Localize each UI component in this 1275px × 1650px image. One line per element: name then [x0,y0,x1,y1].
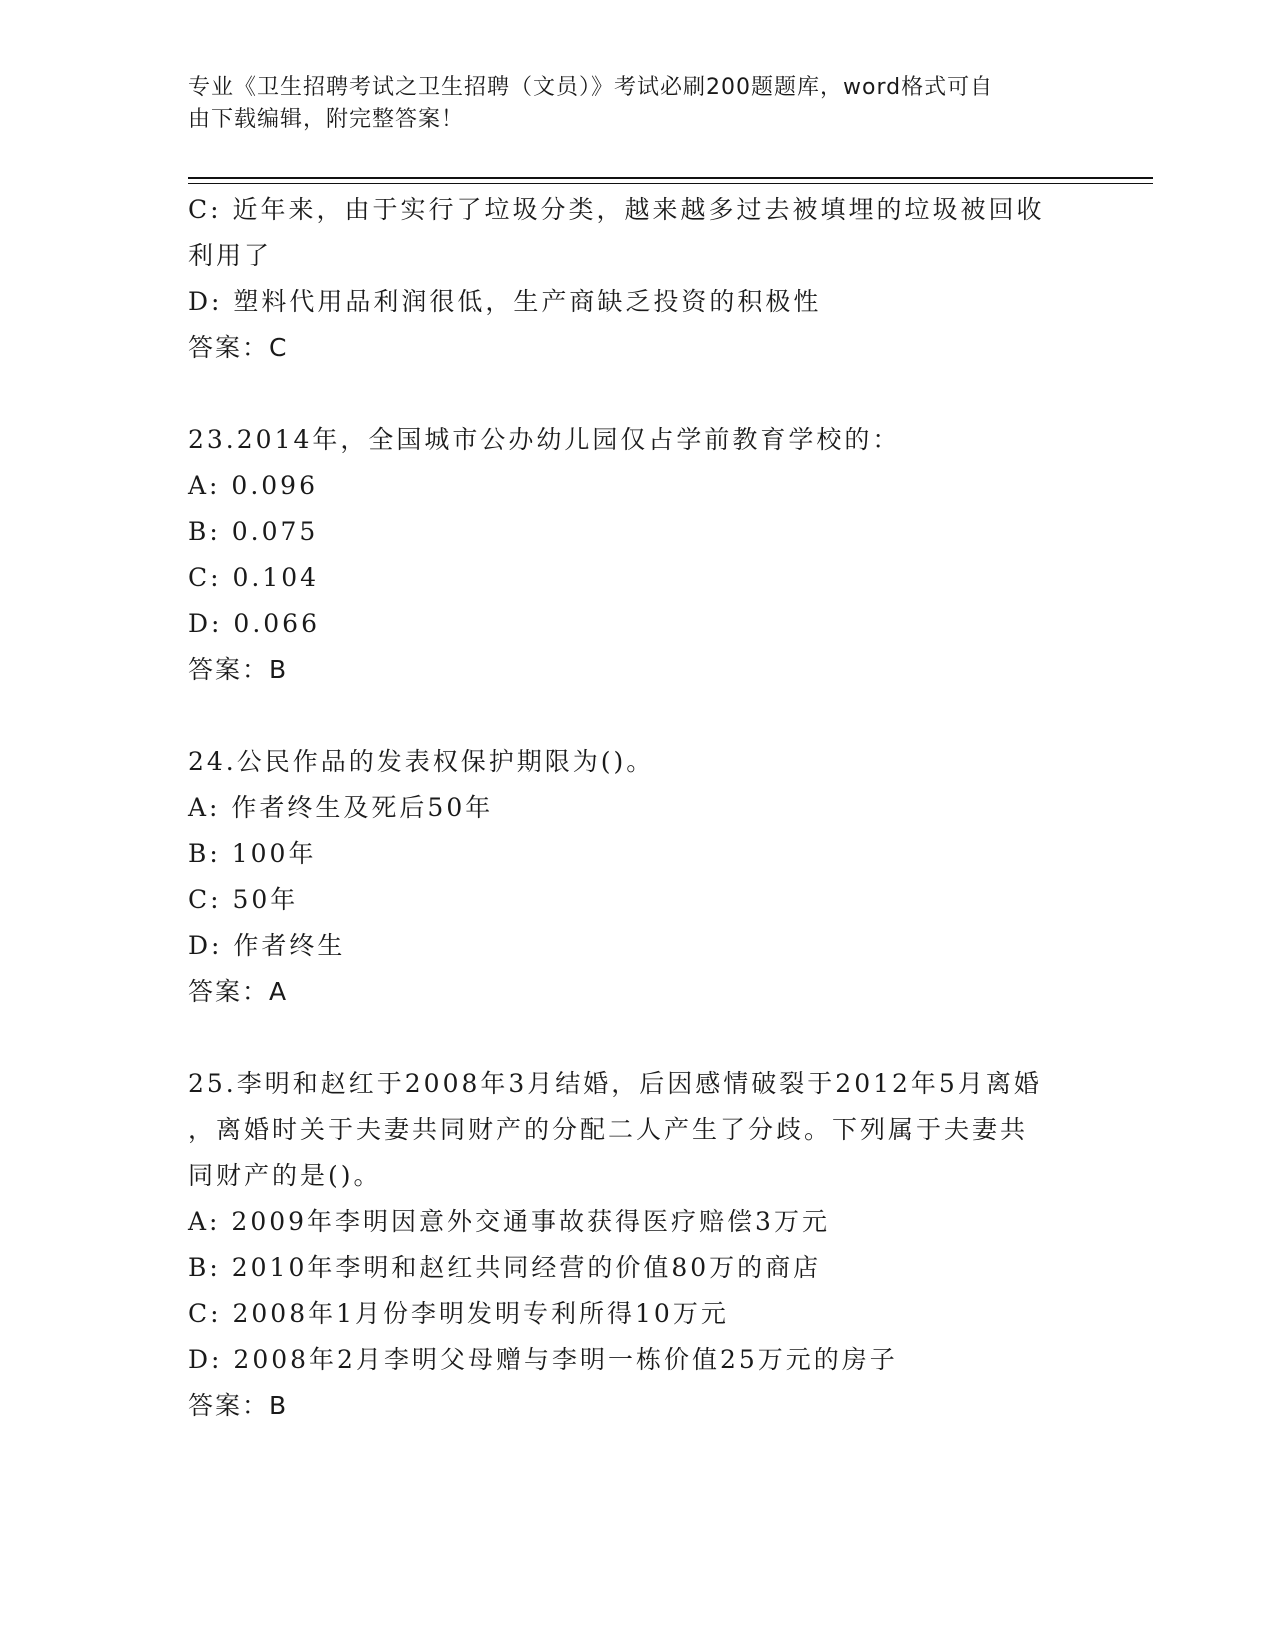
q25-question-line-1: 25.李明和赵红于2008年3月结婚，后因感情破裂于2012年5月离婚 [188,1069,1042,1098]
q25-option-b: B: 2010年李明和赵红共同经营的价值80万的商店 [188,1253,822,1282]
q24-option-a: A: 作者终生及死后50年 [188,793,494,822]
prev-option-c-line-1: C: 近年来，由于实行了垃圾分类，越来越多过去被填埋的垃圾被回收 [188,195,1045,224]
q24-option-d: D: 作者终生 [188,931,346,960]
q23-option-d: D: 0.066 [188,609,320,638]
question-list [188,187,1088,1429]
q25-option-c: C: 2008年1月份李明发明专利所得10万元 [188,1299,729,1328]
header-divider-thin [188,183,1153,184]
q25-question-line-2: ，离婚时关于夫妻共同财产的分配二人产生了分歧。下列属于夫妻共 [188,1115,1029,1144]
q23-answer: 答案：B [188,655,289,684]
q25-option-d: D: 2008年2月李明父母赠与李明一栋价值25万元的房子 [188,1345,898,1374]
q25-answer: 答案：B [188,1391,289,1420]
q25-question-line-3: 同财产的是()。 [188,1161,382,1190]
header-divider-thick [188,177,1153,179]
q24-option-c: C: 50年 [188,885,299,914]
prev-option-c-line-2: 利用了 [188,241,273,270]
q23-option-c: C: 0.104 [188,563,320,592]
q23-question: 23.2014年，全国城市公办幼儿园仅占学前教育学校的： [188,425,901,454]
q24-answer: 答案：A [188,977,289,1006]
q25-option-a: A: 2009年李明因意外交通事故获得医疗赔偿3万元 [188,1207,830,1236]
spacer [188,371,1088,417]
q24-question: 24.公民作品的发表权保护期限为()。 [188,747,655,776]
header-line-1: 专业《卫生招聘考试之卫生招聘（文员）》考试必刷200题题库，word格式可自 [188,75,994,100]
prev-answer: 答案：C [188,333,289,362]
document-header [188,72,1068,136]
spacer [188,1015,1088,1061]
q23-option-b: B: 0.075 [188,517,319,546]
q24-option-b: B: 100年 [188,839,317,868]
header-line-2: 由下载编辑，附完整答案！ [188,107,465,132]
prev-option-d: D: 塑料代用品利润很低，生产商缺乏投资的积极性 [188,287,822,316]
spacer [188,693,1088,739]
q23-option-a: A: 0.096 [188,471,318,500]
